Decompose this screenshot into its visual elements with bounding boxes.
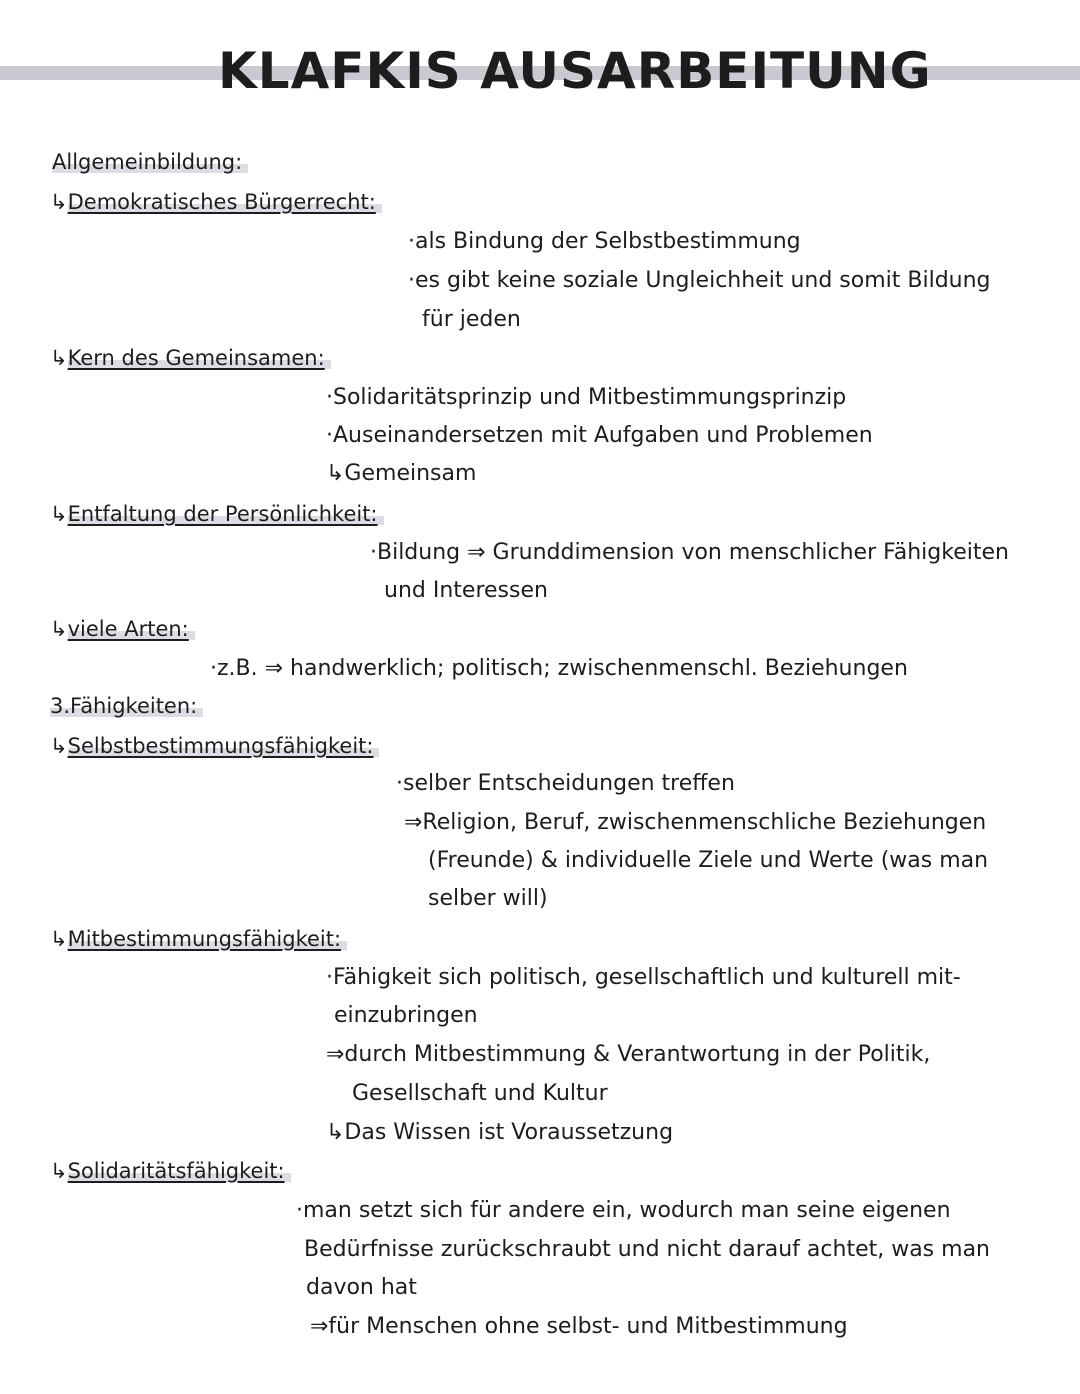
note-line: ·es gibt keine soziale Ungleichheit und somit Bildung	[408, 268, 991, 293]
note-line: ·Fähigkeit sich politisch, gesellschaftlich und kulturell mit-	[326, 965, 961, 990]
note-line: ⇒Religion, Beruf, zwischenmenschliche Beziehungen	[404, 810, 987, 835]
note-line: davon hat	[306, 1275, 417, 1300]
heading-kern-des-gemeinsamen: ↳Kern des Gemeinsamen:	[50, 346, 331, 371]
note-line: ·man setzt sich für andere ein, wodurch man seine eigenen	[296, 1198, 951, 1223]
note-line: ↳Das Wissen ist Voraussetzung	[326, 1120, 674, 1145]
note-line: ·Solidaritätsprinzip und Mitbestimmungsprinzip	[326, 385, 847, 410]
heading-solidaritaetsfaehigkeit: ↳Solidaritätsfähigkeit:	[50, 1159, 291, 1184]
note-line: ⇒durch Mitbestimmung & Verantwortung in der Politik,	[326, 1042, 931, 1067]
heading-viele-arten: ↳viele Arten:	[50, 617, 195, 642]
note-line: ⇒für Menschen ohne selbst- und Mitbestimmung	[310, 1314, 848, 1339]
heading-mitbestimmungsfaehigkeit: ↳Mitbestimmungsfähigkeit:	[50, 927, 347, 952]
note-line: ·z.B. ⇒ handwerklich; politisch; zwischenmenschl. Beziehungen	[210, 656, 908, 681]
note-line: ·als Bindung der Selbstbestimmung	[408, 229, 801, 254]
note-line: selber will)	[428, 886, 548, 911]
note-line: Bedürfnisse zurückschraubt und nicht darauf achtet, was man	[304, 1237, 990, 1262]
note-line: für jeden	[422, 307, 521, 332]
note-line: ·Auseinandersetzen mit Aufgaben und Problemen	[326, 423, 873, 448]
note-line: Gesellschaft und Kultur	[352, 1081, 608, 1106]
heading-demokratisches-buergerrecht: ↳Demokratisches Bürgerrecht:	[50, 190, 382, 215]
note-line: ·selber Entscheidungen treffen	[396, 771, 735, 796]
heading-selbstbestimmungsfaehigkeit: ↳Selbstbestimmungsfähigkeit:	[50, 734, 379, 759]
page-title: KLAFKIS AUSARBEITUNG	[218, 42, 932, 100]
note-line: ·Bildung ⇒ Grunddimension von menschlicher Fähigkeiten	[370, 540, 1009, 565]
heading-allgemeinbildung: Allgemeinbildung:	[52, 150, 248, 175]
heading-drei-faehigkeiten: 3.Fähigkeiten:	[50, 694, 203, 719]
note-line: ↳Gemeinsam	[326, 461, 477, 486]
note-line: und Interessen	[384, 578, 548, 603]
note-line: einzubringen	[334, 1003, 478, 1028]
note-line: (Freunde) & individuelle Ziele und Werte (was man	[428, 848, 989, 873]
heading-entfaltung-der-persoenlichkeit: ↳Entfaltung der Persönlichkeit:	[50, 502, 384, 527]
